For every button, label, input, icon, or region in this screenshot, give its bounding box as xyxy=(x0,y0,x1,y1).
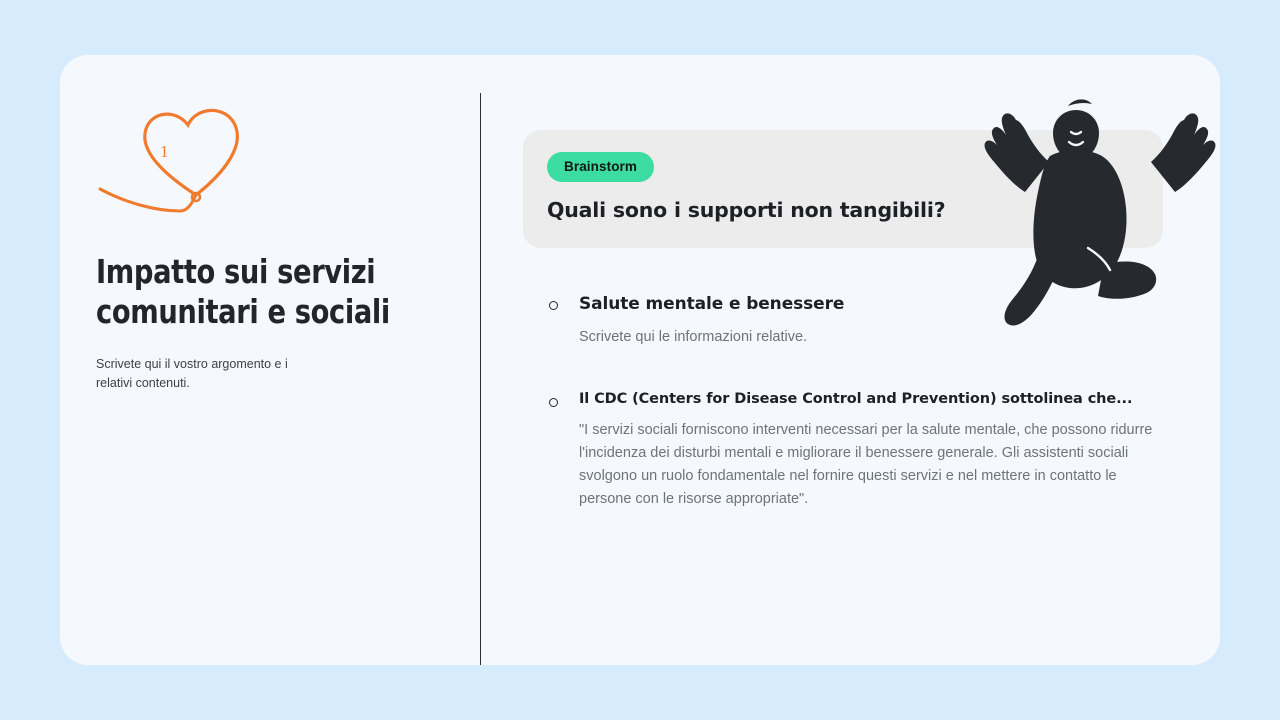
slide-card xyxy=(60,55,1220,665)
list-item-heading: Salute mentale e benessere xyxy=(579,294,845,314)
status-badge: Brainstorm xyxy=(547,152,654,182)
list-item-body: Scrivete qui le informazioni relative. xyxy=(579,329,808,345)
list-item-body: "I servizi sociali forniscono interventi necessari per la salute mentale, che possono ridurre l'incidenza dei disturbi mentali e migliorare il benessere generale. Gli assistenti sociali svolgono un ruolo fondamentale nel fornire questi servizi e nel mettere in contatto le persone con le risorse appropriate". xyxy=(579,421,1153,507)
page-subtitle: Scrivete qui il vostro argomento e i relativi contenuti. xyxy=(96,356,288,390)
page-title: Impatto sui servizi comunitari e sociali xyxy=(96,252,390,332)
heart-icon xyxy=(96,85,276,220)
callout-question: Quali sono i supporti non tangibili? xyxy=(547,198,946,222)
list-item xyxy=(523,294,1173,349)
slide-right-column xyxy=(523,130,1173,511)
heart-number: 1 xyxy=(160,142,169,161)
heart-illustration xyxy=(96,85,276,220)
circle-bullet-icon xyxy=(549,301,558,310)
circle-bullet-icon xyxy=(549,398,558,407)
callout-box xyxy=(523,130,1163,248)
slide-left-column xyxy=(96,85,426,393)
bullet-list xyxy=(523,294,1173,511)
list-item-heading: Il CDC (Centers for Disease Control and Prevention) sottolinea che... xyxy=(579,390,1133,407)
list-item xyxy=(523,391,1173,511)
vertical-divider xyxy=(480,93,481,665)
